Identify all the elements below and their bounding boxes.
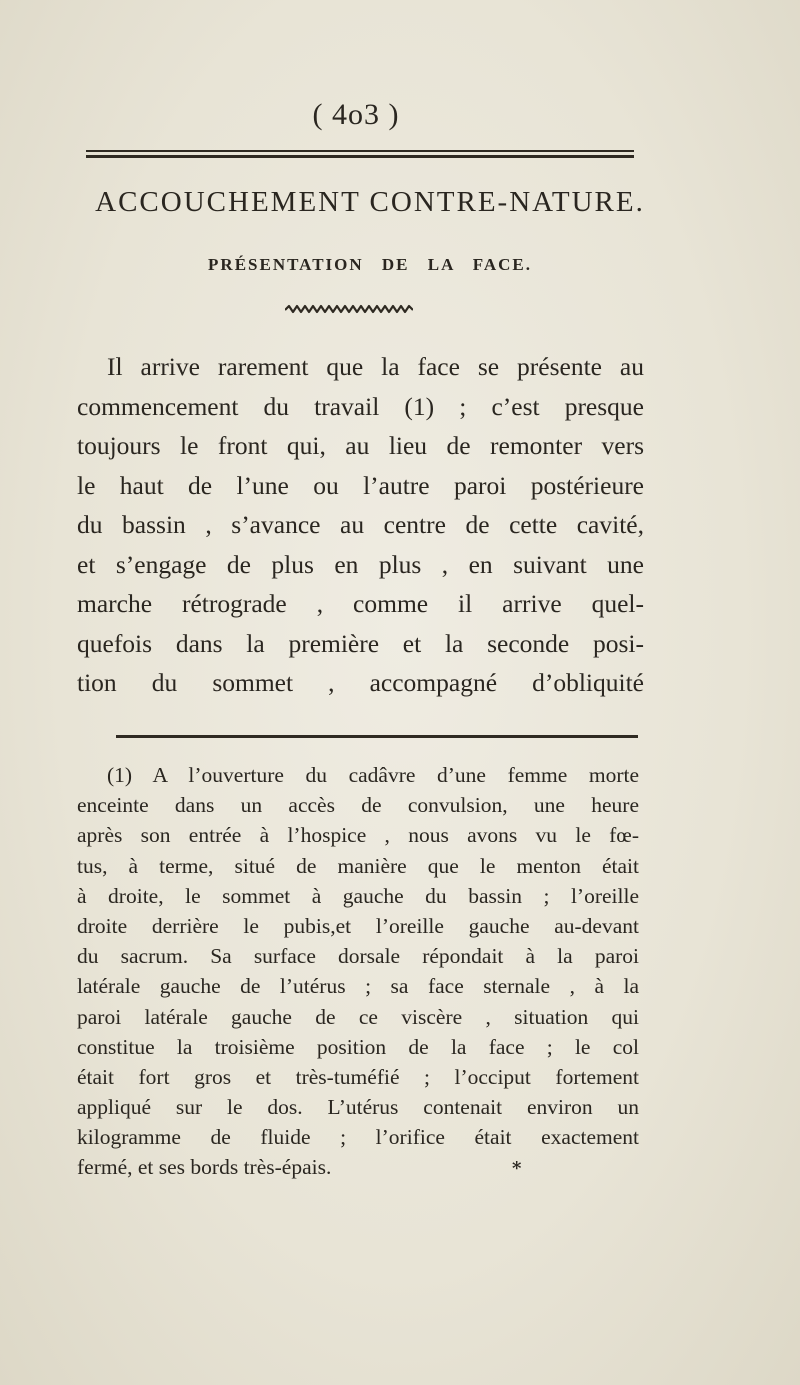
footnote-line: latérale gauche de l’utérus ; sa face sternale , à la xyxy=(77,974,639,999)
footnote-line: après son entrée à l’hospice , nous avons vu le fœ- xyxy=(77,823,639,848)
footnote-line: paroi latérale gauche de ce viscère , situation qui xyxy=(77,1004,639,1029)
footnote-line: droite derrière le pubis,et l’oreille gauche au-devant xyxy=(77,913,639,938)
footnote-line: était fort gros et très-tuméfié ; l’occiput fortement xyxy=(77,1064,639,1089)
footnote-line: à droite, le sommet à gauche du bassin ; l’oreille xyxy=(77,883,639,908)
main-line: Il arrive rarement que la face se présente au xyxy=(107,352,644,381)
main-line: du bassin , s’avance au centre de cette cavité, xyxy=(77,510,644,539)
signature-mark: * xyxy=(512,1158,522,1179)
footnote xyxy=(77,760,639,1183)
section-title: PRÉSENTATION DE LA FACE. xyxy=(208,255,532,274)
main-paragraph xyxy=(77,347,644,703)
footnote-line: appliqué sur le dos. L’utérus contenait environ un xyxy=(77,1095,639,1120)
page-number: ( 4o3 ) xyxy=(312,98,400,131)
main-line: le haut de l’une ou l’autre paroi postérieure xyxy=(77,470,644,500)
main-line: tion du sommet , accompagné d’obliquité xyxy=(77,668,644,697)
chapter-title: ACCOUCHEMENT CONTRE-NATURE. xyxy=(95,186,645,218)
main-line: toujours le front qui, au lieu de remonter vers xyxy=(77,431,644,460)
footnote-line: constitue la troisième position de la face ; le col xyxy=(77,1034,639,1059)
footnote-line: (1) A l’ouverture du cadâvre d’une femme morte xyxy=(107,763,639,787)
footnote-line: fermé, et ses bords très-épais. xyxy=(77,1155,332,1180)
main-line: marche rétrograde , comme il arrive quel- xyxy=(77,589,644,618)
main-line: quefois dans la première et la seconde posi- xyxy=(77,628,644,658)
ornament-rule-icon xyxy=(285,302,413,318)
footnote-line: enceinte dans un accès de convulsion, une heure xyxy=(77,793,639,818)
rule-thin xyxy=(86,150,634,152)
footnote-line: du sacrum. Sa surface dorsale répondait à la paroi xyxy=(77,944,639,969)
main-line: et s’engage de plus en plus , en suivant une xyxy=(77,549,644,579)
double-rule xyxy=(86,150,634,160)
rule-thick xyxy=(86,155,634,158)
footnote-separator xyxy=(116,735,638,738)
footnote-line: kilogramme de fluide ; l’orifice était exactement xyxy=(77,1125,639,1150)
footnote-line: tus, à terme, situé de manière que le menton était xyxy=(77,853,639,878)
main-line: commencement du travail (1) ; c’est presque xyxy=(77,391,644,421)
